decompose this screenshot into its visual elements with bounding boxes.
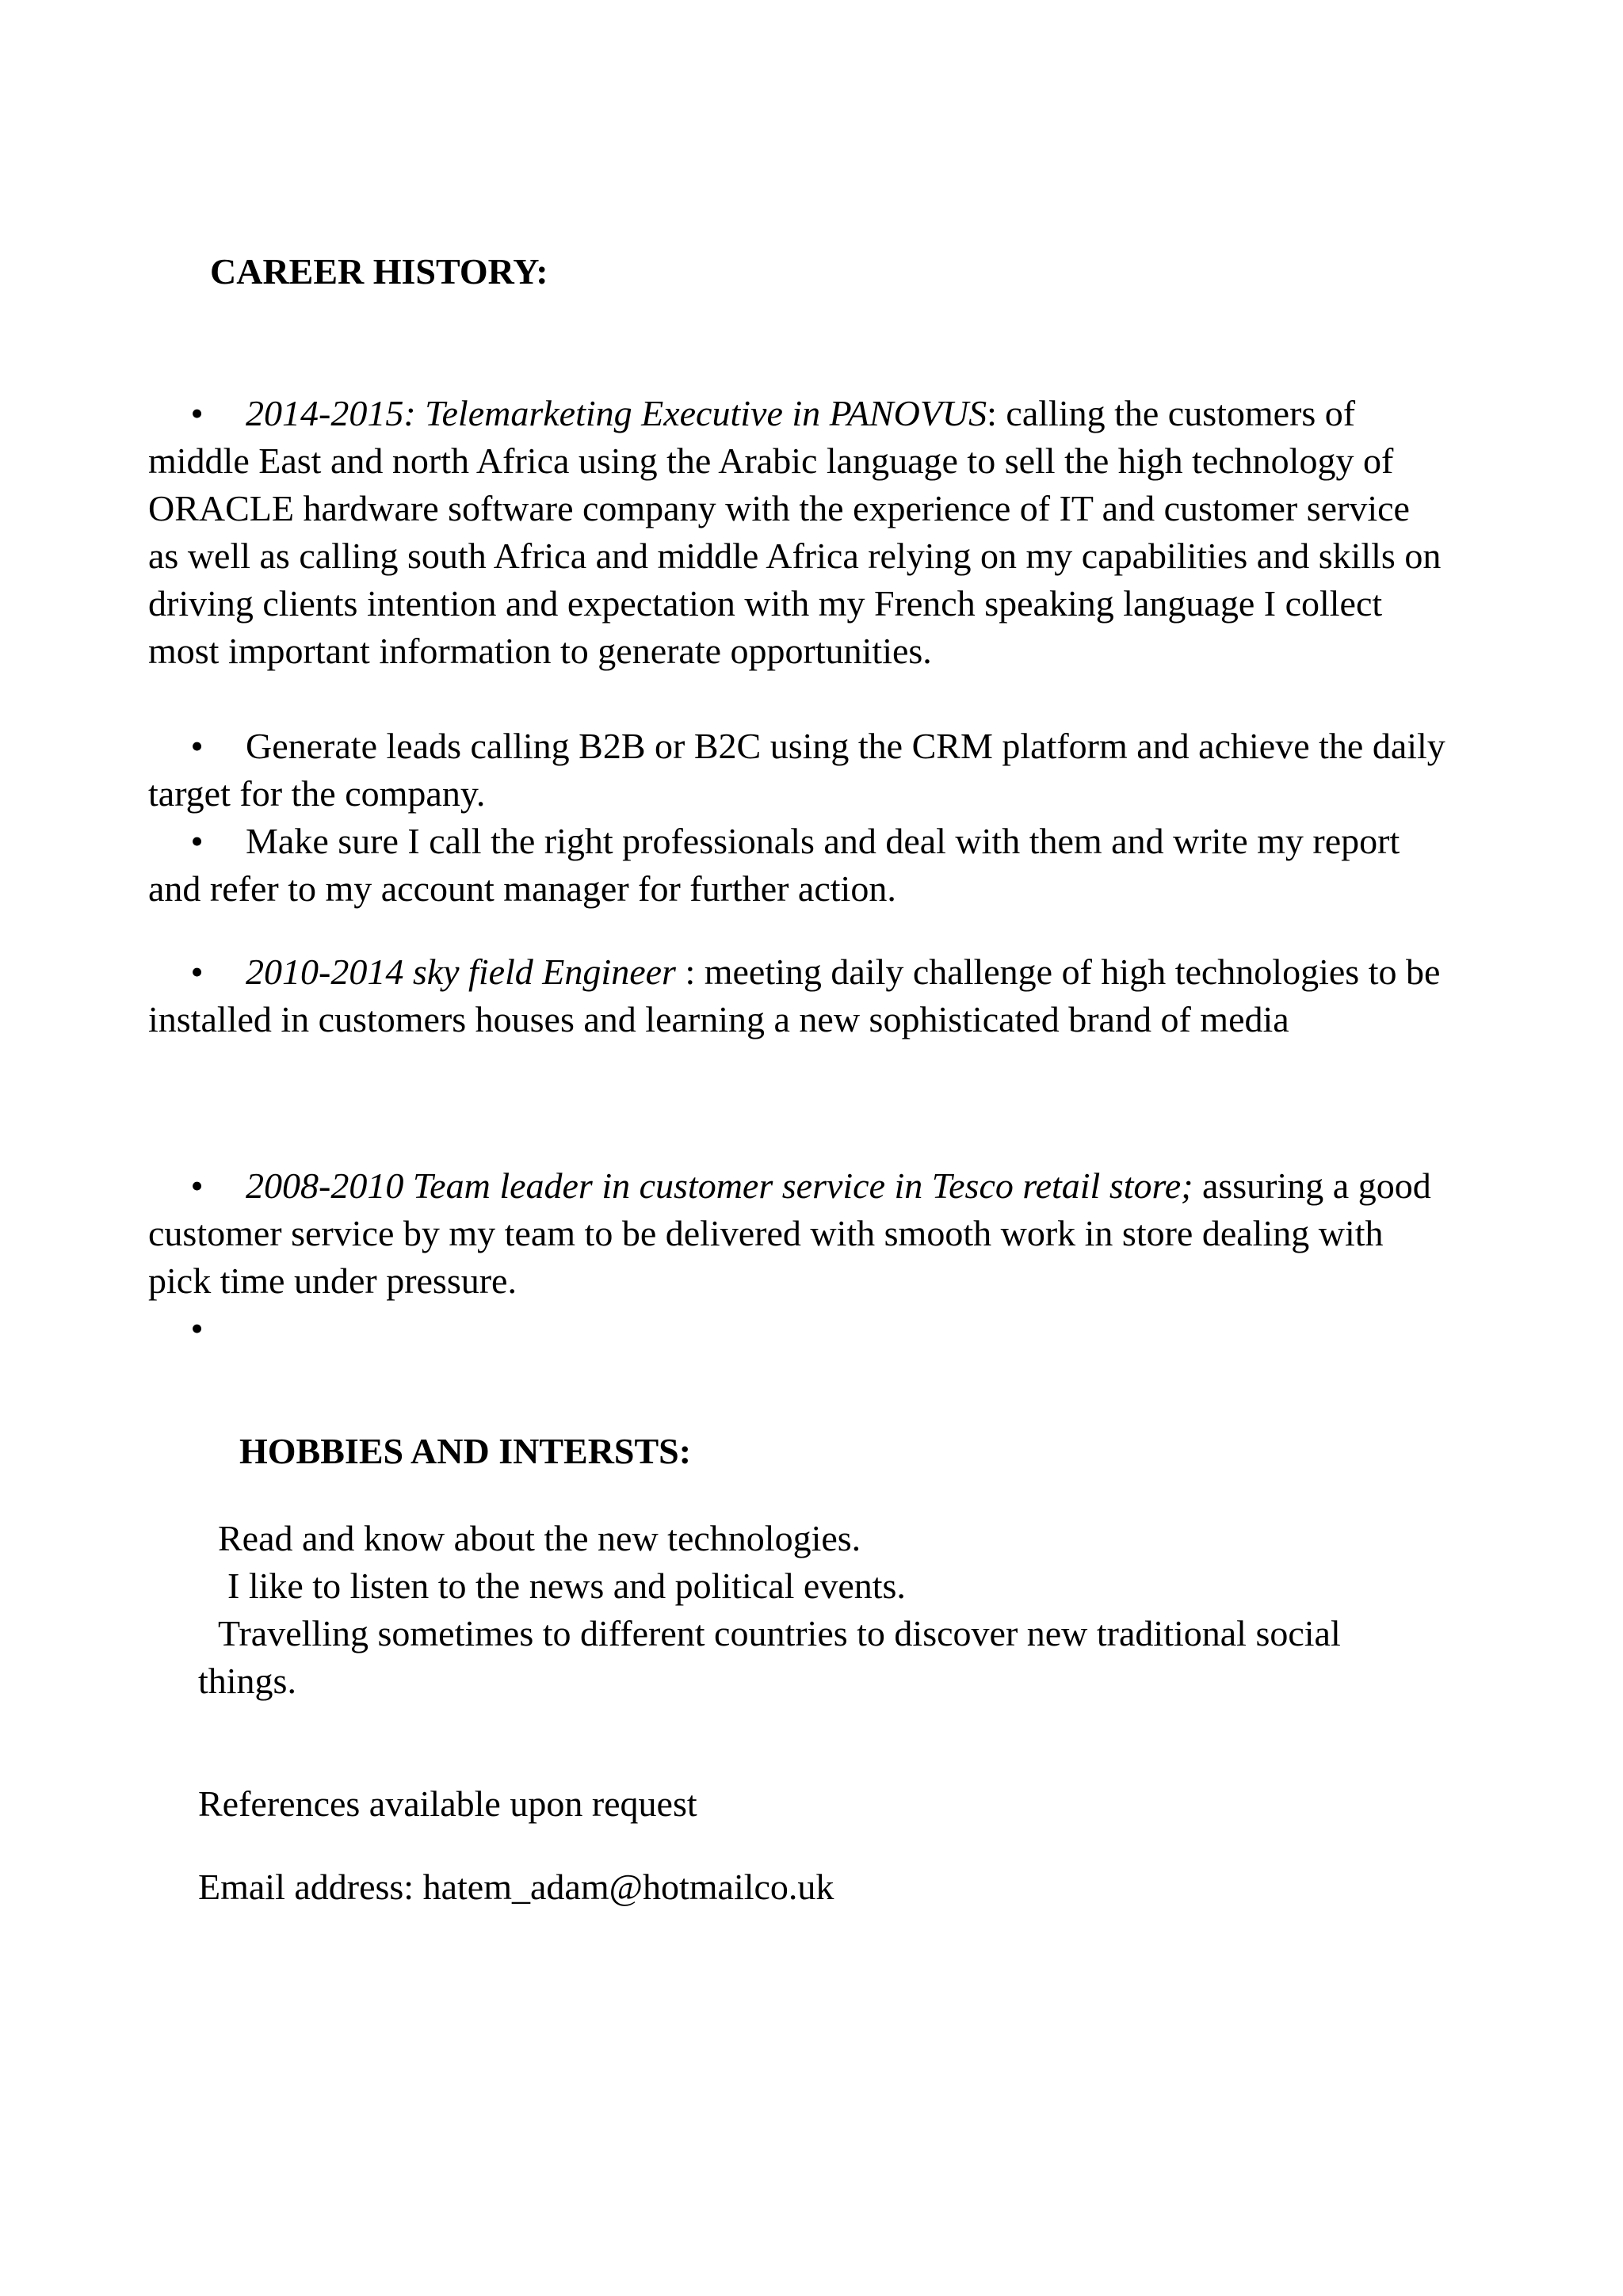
career-entry-title: 2010-2014 sky field Engineer <box>246 952 676 992</box>
hobby-item: Read and know about the new technologies. <box>218 1518 861 1558</box>
bullet-icon: • <box>190 821 204 861</box>
hobby-item: Travelling sometimes to different countries to discover new traditional social things. <box>198 1613 1341 1701</box>
career-entry-text: : meeting daily challenge of high technologies to be installed in customers houses and learning a new sophisticated brand of media <box>148 952 1441 1039</box>
bullet-icon: • <box>190 952 204 992</box>
references-note: References available upon request <box>198 1783 697 1824</box>
bullet-icon: • <box>190 726 204 766</box>
bullet-icon: • <box>190 393 204 433</box>
career-history-heading: CAREER HISTORY: <box>210 251 548 292</box>
career-entry-leads <box>148 723 1448 818</box>
hobby-item: I like to listen to the news and political events. <box>227 1566 906 1606</box>
bullet-icon: • <box>190 1165 204 1206</box>
career-entry-title: 2008-2010 Team leader in customer service in Tesco retail store; <box>246 1165 1193 1206</box>
hobbies-heading: HOBBIES AND INTERSTS: <box>239 1431 692 1471</box>
career-entry-text: Generate leads calling B2B or B2C using the CRM platform and achieve the daily target for the company. <box>148 726 1445 814</box>
career-entry-tesco <box>148 1162 1448 1305</box>
career-entry-text: Make sure I call the right professionals and deal with them and write my report and refer to my account manager for further action. <box>148 821 1400 909</box>
career-entry-text: : calling the customers of middle East and north Africa using the Arabic language to sell the high technology of ORACLE hardware software company with the experience of IT and customer service as well as calling south Africa and middle Africa relying on my capabilities and skills on driving clients intention and expectation with my French speaking language I collect most important information to generate opportunities. <box>148 393 1442 671</box>
career-entry-title: 2014-2015: Telemarketing Executive in PANOVUS <box>246 393 987 433</box>
email-address: Email address: hatem_adam@hotmailco.uk <box>198 1867 834 1907</box>
career-entry-sky <box>148 948 1448 1043</box>
career-entry-professionals <box>148 818 1448 913</box>
career-entry-text: assuring a good customer service by my team to be delivered with smooth work in store dealing with pick time under pressure. <box>148 1165 1431 1301</box>
career-entry-panovus <box>148 390 1448 675</box>
empty-bullet-icon: • <box>190 1308 204 1348</box>
